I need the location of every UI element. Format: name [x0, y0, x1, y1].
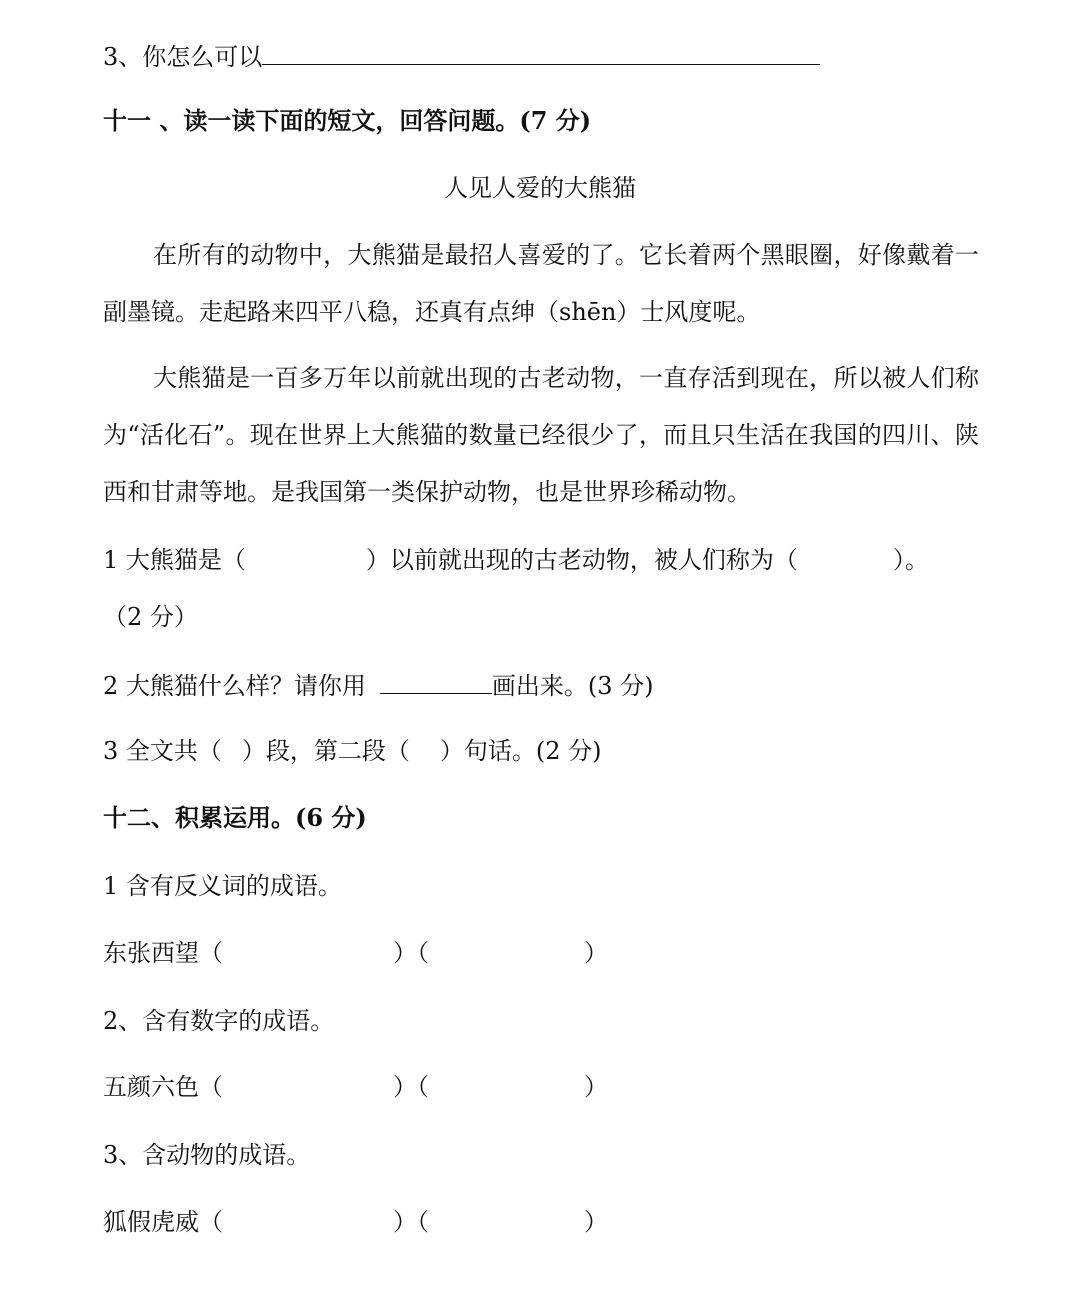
q2-part-b: 画出来。(3 分): [491, 672, 654, 700]
idiom-end-1: ）: [584, 939, 608, 967]
section-11-heading: 十一 、读一读下面的短文，回答问题。(7 分): [103, 106, 592, 135]
idiom-prompt-2: 2、含有数字的成语。: [103, 1007, 335, 1035]
section-12-heading: 十二、积累运用。(6 分): [103, 803, 367, 832]
idiom-example-1: 东张西望（: [103, 939, 223, 967]
idiom-example-2: 五颜六色（: [103, 1073, 223, 1101]
q3-part-c: ）句话。(2 分): [439, 737, 602, 765]
answer-line[interactable]: [262, 40, 820, 65]
question-11-3: [103, 736, 980, 766]
prev-question-3-label: 3、你怎么可以: [103, 43, 263, 71]
idiom-row-1: [103, 938, 980, 968]
q3-part-b: ）段，第二段（: [241, 737, 410, 765]
q3-part-a: 3 全文共（: [103, 737, 222, 765]
question-11-2: [103, 669, 980, 701]
idiom-mid-3: ）（: [393, 1208, 429, 1236]
q2-blank[interactable]: [380, 669, 492, 694]
q1-part-b: ）以前就出现的古老动物，被人们称为（: [365, 546, 798, 574]
passage-paragraph-2: 大熊猫是一百多万年以前就出现的古老动物，一直存活到现在，所以被人们称为“活化石”。现在世界上大熊猫的数量已经很少了，而且只生活在我国的四川、陕西和甘肃等地。是我国第一类保护动物，也是世界珍稀动物。: [103, 364, 979, 506]
question-11-1: [103, 545, 980, 575]
idiom-mid-2: ）（: [393, 1073, 429, 1101]
idiom-end-3: ）: [584, 1208, 608, 1236]
idiom-end-2: ）: [584, 1073, 608, 1101]
q1-score: （2 分）: [103, 603, 198, 631]
idiom-row-2: [103, 1072, 980, 1102]
prev-question-3: [103, 40, 980, 72]
idiom-example-3: 狐假虎威（: [103, 1208, 223, 1236]
q2-part-a: 2 大熊猫什么样？请你用: [103, 672, 366, 700]
passage-title: 人见人爱的大熊猫: [444, 174, 636, 202]
idiom-prompt-3: 3、含动物的成语。: [103, 1141, 311, 1169]
idiom-row-3: [103, 1207, 980, 1237]
q1-part-c: ）。: [892, 546, 929, 574]
passage-paragraph-1: 在所有的动物中，大熊猫是最招人喜爱的了。它长着两个黑眼圈，好像戴着一副墨镜。走起路来四平八稳，还真有点绅（shēn）士风度呢。: [103, 241, 979, 326]
q1-part-a: 1 大熊猫是（: [103, 546, 246, 574]
idiom-prompt-1: 1 含有反义词的成语。: [103, 872, 342, 900]
idiom-mid-1: ）（: [393, 939, 429, 967]
